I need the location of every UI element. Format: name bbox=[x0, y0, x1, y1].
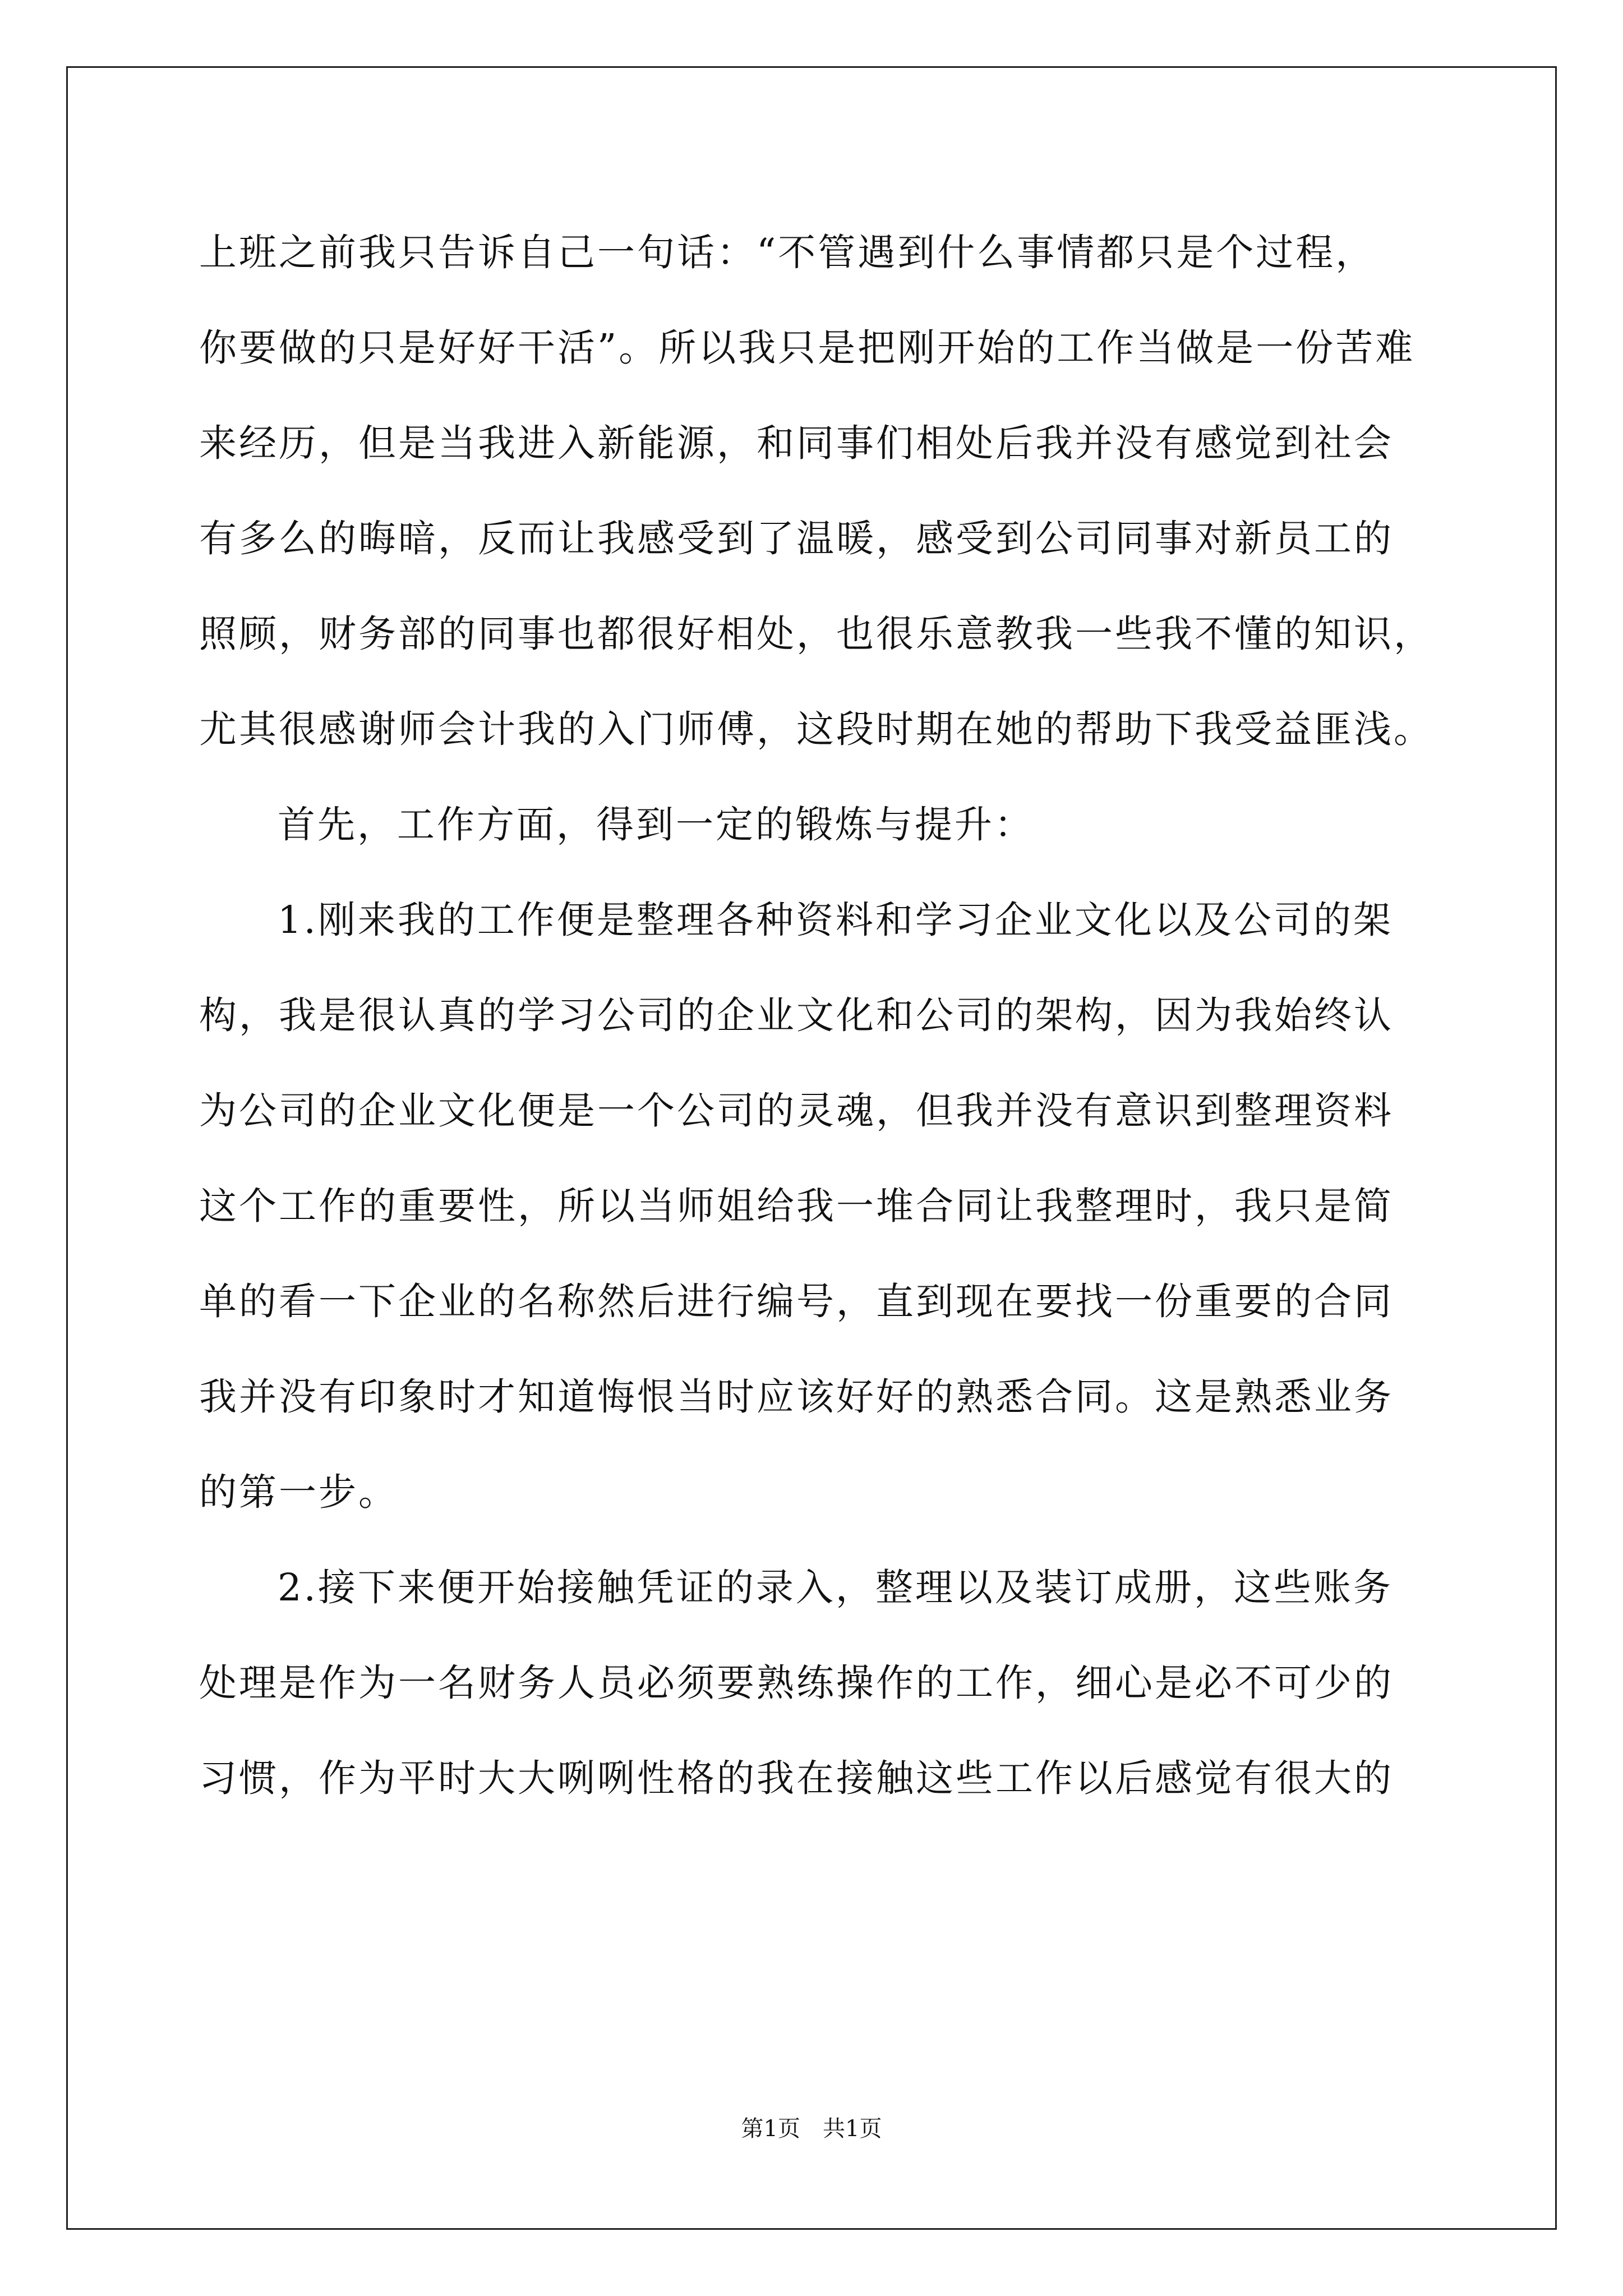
text-line: 习惯，作为平时大大咧咧性格的我在接触这些工作以后感觉有很大的 bbox=[199, 1756, 1394, 1800]
text-line: 这个工作的重要性，所以当师姐给我一堆合同让我整理时，我只是简 bbox=[199, 1184, 1394, 1228]
text-line: 来经历，但是当我进入新能源，和同事们相处后我并没有感觉到社会 bbox=[199, 421, 1394, 465]
paragraph-heading: 首先，工作方面，得到一定的锻炼与提升： bbox=[278, 803, 1034, 846]
text-line: 尤其很感谢师会计我的入门师傅，这段时期在她的帮助下我受益匪浅。 bbox=[199, 707, 1433, 751]
text-line: 2.接下来便开始接触凭证的录入，整理以及装订成册，这些账务 bbox=[278, 1566, 1393, 1609]
page-number-footer: 第1页 共1页 bbox=[741, 2116, 882, 2142]
document-body bbox=[199, 205, 1441, 1826]
text-line: 我并没有印象时才知道悔恨当时应该好好的熟悉合同。这是熟悉业务 bbox=[199, 1375, 1394, 1419]
text-line: 处理是作为一名财务人员必须要熟练操作的工作，细心是必不可少的 bbox=[199, 1661, 1394, 1705]
text-line: 有多么的晦暗，反而让我感受到了温暖，感受到公司同事对新员工的 bbox=[199, 517, 1394, 560]
text-line: 为公司的企业文化便是一个公司的灵魂，但我并没有意识到整理资料 bbox=[199, 1089, 1394, 1133]
text-line: 照顾，财务部的同事也都很好相处，也很乐意教我一些我不懂的知识， bbox=[199, 612, 1433, 656]
text-line: 你要做的只是好好干活”。所以我只是把刚开始的工作当做是一份苦难 bbox=[199, 326, 1415, 370]
text-line: 单的看一下企业的名称然后进行编号，直到现在要找一份重要的合同 bbox=[199, 1280, 1394, 1323]
text-line: 的第一步。 bbox=[199, 1470, 398, 1514]
text-line: 1.刚来我的工作便是整理各种资料和学习企业文化以及公司的架 bbox=[278, 898, 1393, 942]
text-line: 构，我是很认真的学习公司的企业文化和公司的架构，因为我始终认 bbox=[199, 993, 1394, 1037]
text-line: 上班之前我只告诉自己一句话：“不管遇到什么事情都只是个过程， bbox=[199, 231, 1376, 274]
